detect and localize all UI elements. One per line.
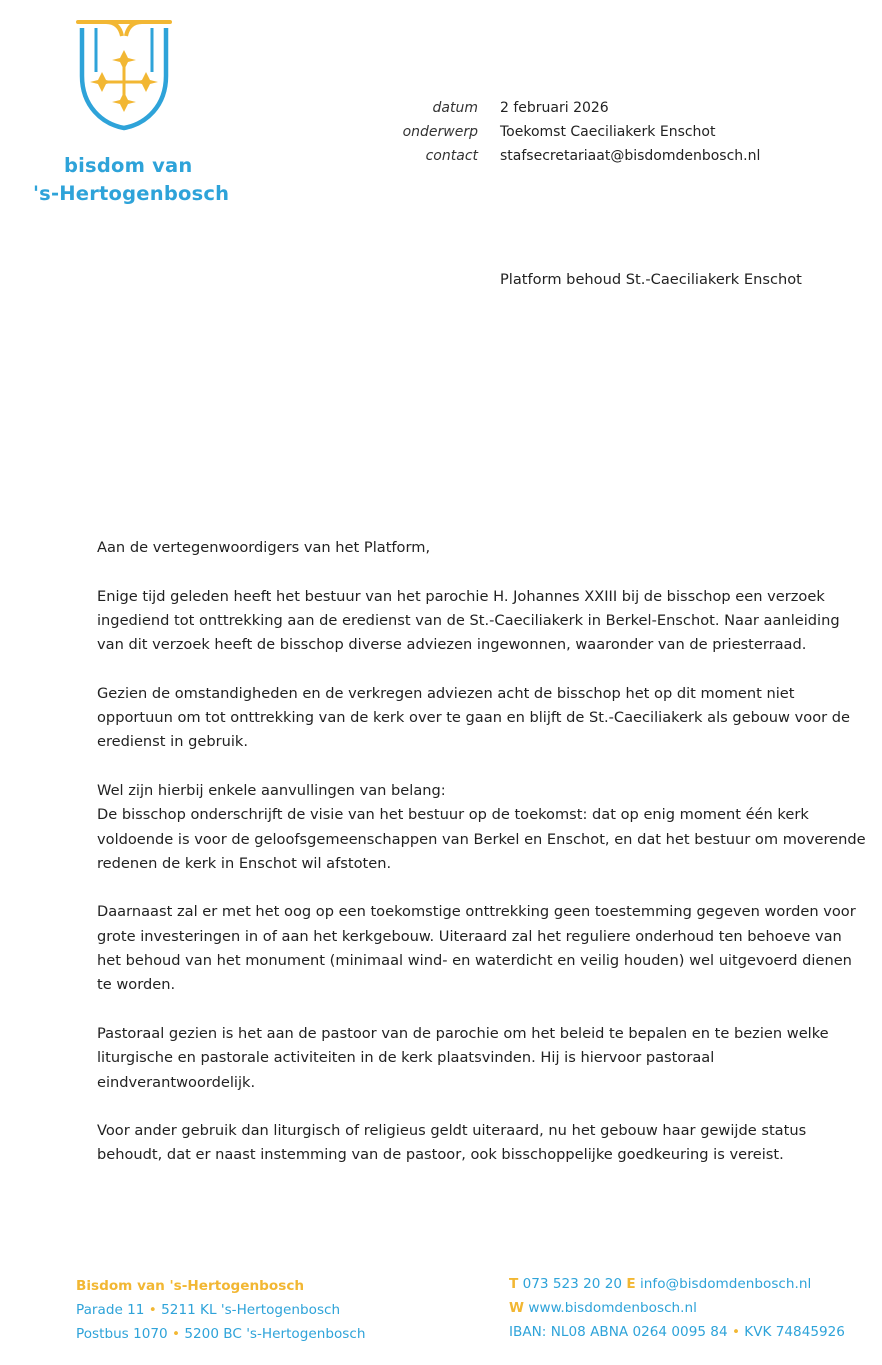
footer-email[interactable]: info@bisdomdenbosch.nl	[640, 1276, 812, 1292]
footer-kvk: KVK 74845926	[744, 1324, 845, 1340]
paragraph: Wel zijn hierbij enkele aanvullingen van belang:	[97, 781, 446, 799]
footer-iban: IBAN: NL08 ABNA 0264 0095 84	[509, 1324, 728, 1340]
contact-label: contact	[425, 148, 478, 164]
logo-text-line1: bisdom van	[64, 154, 193, 177]
logo-text-line2: 's-Hertogenbosch	[33, 182, 230, 205]
footer-street-line	[76, 1298, 365, 1322]
date-label: datum	[432, 100, 478, 116]
footer-phone[interactable]: 073 523 20 20	[522, 1276, 623, 1292]
subject-label: onderwerp	[402, 124, 478, 140]
footer-postcode-city: 5211 KL 's-Hertogenbosch	[161, 1302, 341, 1318]
paragraph: Pastoraal gezien is het aan de pastoor van de parochie om het beleid te bepalen en te bezien welke liturgische en pastorale activiteiten in de kerk plaatsvinden. Hij is hiervoor pastoraal eindverantwoordelijk.	[97, 1024, 829, 1091]
footer-bank-line	[509, 1320, 845, 1344]
footer-contact	[509, 1272, 845, 1344]
separator-dot: •	[172, 1326, 181, 1342]
paragraph: De bisschop onderschrijft de visie van het bestuur op de toekomst: dat op enig moment één kerk voldoende is voor de geloofsgemeenschappen van Berkel en Enschot, en dat het bestuur om moverende redenen de kerk in Enschot wil afstoten.	[97, 806, 866, 872]
separator-dot: •	[731, 1324, 740, 1340]
footer-phone-email-line	[509, 1272, 845, 1296]
paragraph: Voor ander gebruik dan liturgisch of religieus geldt uiteraard, nu het gebouw haar gewijde status behoudt, dat er naast instemming van de pastoor, ook bisschoppelijke goedkeuring is vereist.	[97, 1122, 807, 1164]
footer-web[interactable]: www.bisdomdenbosch.nl	[528, 1300, 697, 1316]
paragraph: Enige tijd geleden heeft het bestuur van het parochie H. Johannes XXIII bij de bisschop een verzoek ingediend tot onttrekking aan de eredienst van de St.-Caeciliakerk in Berkel-Enschot. Naar aanleiding van dit verzoek heeft de bisschop diverse adviezen ingewonnen, waaronder van de priesterraad.	[97, 587, 840, 654]
footer-web-line	[509, 1296, 845, 1320]
email-label: E	[626, 1276, 636, 1292]
recipient-address: Platform behoud St.-Caeciliakerk Enschot	[500, 271, 802, 288]
footer-street: Parade 11	[76, 1302, 145, 1318]
paragraph: Gezien de omstandigheden en de verkregen adviezen acht de bisschop het op dit moment niet opportuun om tot onttrekking van de kerk over te gaan en blijft de St.-Caeciliakerk als gebouw voor de eredienst in gebruik.	[97, 684, 851, 751]
web-label: W	[509, 1300, 524, 1316]
crest-icon	[76, 16, 172, 132]
phone-label: T	[509, 1276, 519, 1292]
footer-org-name: Bisdom van 's-Hertogenbosch	[76, 1278, 305, 1294]
date-value: 2 februari 2026	[500, 100, 609, 116]
letter-body	[97, 536, 867, 1192]
footer-postbus: Postbus 1070	[76, 1326, 168, 1342]
subject-value: Toekomst Caeciliakerk Enschot	[500, 124, 716, 140]
separator-dot: •	[148, 1302, 157, 1318]
footer-address	[76, 1274, 365, 1346]
salutation: Aan de vertegenwoordigers van het Platform,	[97, 539, 431, 556]
paragraph: Daarnaast zal er met het oog op een toekomstige onttrekking geen toestemming gegeven worden voor grote investeringen in of aan het kerkgebouw. Uiteraard zal het reguliere onderhoud ten behoeve van het behoud van het monument (minimaal wind- en waterdicht en veilig houden) wel uitgevoerd dienen te worden.	[97, 903, 856, 994]
footer-postbus-line	[76, 1322, 365, 1346]
footer-postbus-city: 5200 BC 's-Hertogenbosch	[184, 1326, 366, 1342]
contact-email[interactable]: stafsecretariaat@bisdomdenbosch.nl	[500, 148, 761, 164]
